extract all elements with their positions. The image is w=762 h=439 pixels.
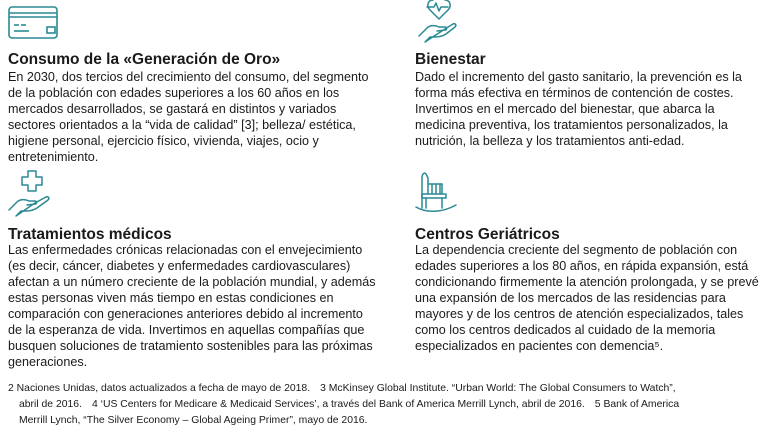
heart-in-hand-icon [415,0,463,48]
footnote-5-cont: Merrill Lynch, “The Silver Economy – Global Ageing Primer”, mayo de 2016. [19,415,368,426]
medical-cross-in-hand-icon [6,170,58,220]
section-body: La dependencia creciente del segmento de población con edades superiores a los 80 años, en rápida expansión, está condicionando firmemente la atención prolongada, y se prevé una expansión de los mercados de las residencias para mayores y de los centros de atención especializados, tales como los centros dedicados al cuidado de la memoria especializados en pacientes con demencia⁵. [415,243,759,353]
section-title: Bienestar [415,51,486,68]
section-title: Consumo de la «Generación de Oro» [8,51,281,68]
section-body: En 2030, dos tercios del crecimiento del consumo, del segmento de la población con edades superiores a los 60 años en los mercados desarrollados, se gastará en distintos y variados sectores orientados a la “vida de calidad” [3]; belleza/ estética, higiene personal, ejercicio físico, vivienda, viajes, ocio y entretenimiento. [8,70,369,164]
footnote-line [8,413,756,429]
section-title: Tratamientos médicos [8,226,172,243]
footnote-line [8,381,756,397]
footnotes [8,381,756,429]
footnote-4: 4 ‘US Centers for Medicare & Medicaid Services’, a través del Bank of America Merrill Lynch, abril de 2016. [91,399,585,410]
footnote-2: 2 Naciones Unidas, datos actualizados a fecha de mayo de 2018. [8,383,311,394]
footnote-3-cont: abril de 2016. [19,399,82,410]
section-title: Centros Geriátricos [415,226,560,243]
rocking-chair-icon [414,170,460,216]
footnote-5: 5 Bank of America [594,399,680,410]
footnote-3: 3 McKinsey Global Institute. “Urban World: The Global Consumers to Watch”, [320,383,676,394]
section-body: Dado el incremento del gasto sanitario, la prevención es la forma más efectiva en términos de contención de costes. Invertimos en el mercado del bienestar, que abarca la medicina preventiva, los tratamientos personalizados, la nutrición, la belleza y los tratamientos anti-edad. [415,70,742,148]
credit-card-icon [8,6,58,40]
footnote-line [8,397,756,413]
section-body: Las enfermedades crónicas relacionadas con el envejecimiento (es decir, cáncer, diabetes y enfermedades cardiovasculares) afectan a un número creciente de la población mundial, y además estas personas viven más tiempo en estas condiciones en comparación con generaciones anteriores debido al incremento de la esperanza de vida. Invertimos en aquellas compañías que busquen soluciones de tratamiento sostenibles para las próximas generaciones. [8,243,376,369]
